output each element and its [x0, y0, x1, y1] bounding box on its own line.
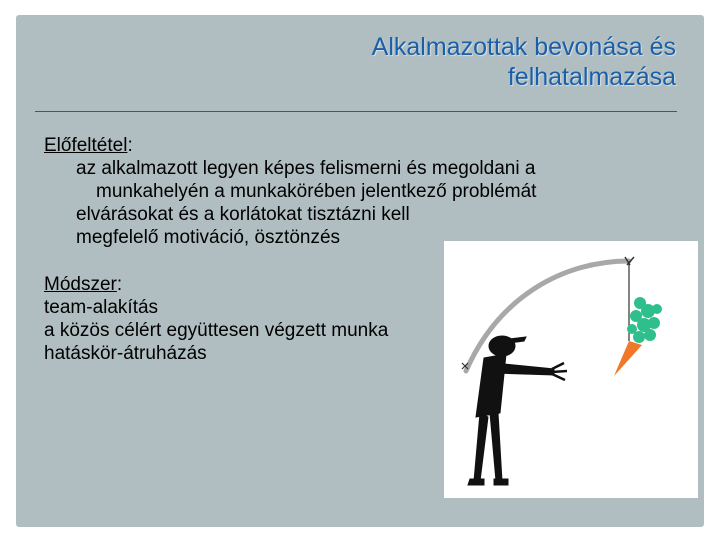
precondition-item-3: megfelelő motiváció, ösztönzés [76, 227, 341, 248]
slide-title [156, 32, 676, 92]
title-line-1: Alkalmazottak bevonása és [371, 33, 676, 61]
method-item-2: a közös célért együttesen végzett munka [44, 320, 389, 341]
carrot [614, 341, 642, 376]
carrot-leaves [627, 297, 662, 343]
stick-figure [468, 336, 567, 485]
precondition-item-1: az alkalmazott legyen képes felismerni és megoldani a [76, 158, 536, 179]
method-item-1: team-alakítás [44, 297, 159, 318]
precondition-colon: : [127, 135, 133, 156]
precondition-item-2: elvárásokat és a korlátokat tisztázni kell [76, 204, 410, 225]
method-colon: : [116, 274, 123, 295]
title-line-2: felhatalmazása [507, 63, 676, 91]
title-divider [35, 111, 677, 112]
precondition-item-1-continued: munkahelyén a munkakörében jelentkező problémát [96, 181, 537, 202]
stick-figure-chasing-carrot-icon [444, 241, 698, 498]
method-item-3: hatáskör-átruházás [44, 343, 207, 364]
precondition-label: Előfeltétel [44, 135, 128, 156]
carrot-illustration [444, 241, 698, 498]
method-label: Módszer [44, 274, 117, 295]
precondition-heading [44, 134, 684, 157]
